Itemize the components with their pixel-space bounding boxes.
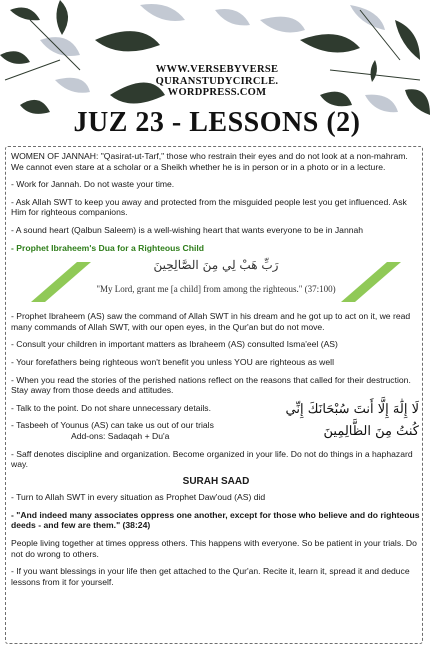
- lesson-ibraheem-dua-heading: - Prophet Ibraheem's Dua for a Righteous Child: [11, 242, 205, 253]
- page-title: JUZ 23 - LESSONS (2): [73, 107, 361, 138]
- lesson-tasbeeh-younus: - Tasbeeh of Younus (AS) can take us out of our trials: [11, 420, 214, 431]
- lesson-consult-children: - Consult your children in important matters as Ibraheem (AS) consulted Isma'eel (AS): [11, 339, 338, 350]
- dua-banner: [11, 260, 421, 304]
- younus-arabic-line-2: كُنتُ مِنَ الظَّالِمِينَ: [323, 423, 419, 439]
- lesson-add-ons: Add-ons: Sadaqah + Du'a: [71, 430, 170, 441]
- site-line-1: WWW.VERSEBYVERSE: [155, 64, 279, 75]
- lesson-blessings-quran: - If you want blessings in your life then get attached to the Qur'an. Recite it, learn it, spread it and deduce lessons from it for yourself.: [11, 566, 410, 587]
- website-address[interactable]: [0, 64, 434, 99]
- dua-arabic-text: رَبِّ هَبْ لِي مِنَ الصَّالِحِينَ: [153, 258, 279, 273]
- lesson-women-of-jannah: WOMEN OF JANNAH: "Qasirat-ut-Tarf," those who restrain their eyes and do not look at a non-mahram. We cannot even stare at a scholar or a Sheikh whether he is in person or in a photo or in a lecture.: [11, 151, 408, 172]
- lesson-talk-to-point: - Talk to the point. Do not share unnecessary details.: [11, 402, 211, 413]
- lesson-ibraheem-dream: - Prophet Ibraheem (AS) saw the command of Allah SWT in his dream and he got up to act on it, we read many commands of Allah SWT, with our open eyes, in the Qur'an but do not move.: [11, 311, 411, 332]
- lesson-righteous-companions: - Ask Allah SWT to keep you away and protected from the misguided people lest you get influenced. Ask Him for righteous companions.: [11, 196, 407, 218]
- surah-saad-heading: SURAH SAAD: [182, 475, 250, 487]
- lesson-people-living-together: People living together at times oppress others. This happens with everyone. So be patient in your trials. Do not do wrong to others.: [11, 538, 417, 559]
- lesson-perished-nations: - When you read the stories of the perished nations reflect on the reasons that called for their destruction. Stay away from those deeds and attitudes.: [11, 374, 411, 396]
- lesson-sound-heart: - A sound heart (Qalbun Saleem) is a well-wishing heart that wants everyone to be in Jannah: [11, 224, 364, 235]
- site-line-3: WORDPRESS.COM: [167, 87, 267, 98]
- site-line-2: QURANSTUDYCIRCLE.: [155, 75, 279, 87]
- dua-translation: "My Lord, grant me [a child] from among the righteous." (37:100): [96, 284, 336, 295]
- lesson-work-for-jannah: - Work for Jannah. Do not waste your time.: [11, 179, 175, 190]
- lesson-turn-to-allah: - Turn to Allah SWT in every situation as Prophet Daw'oud (AS) did: [11, 492, 266, 503]
- younus-section: [11, 403, 421, 442]
- younus-arabic-line-1: لَا إِلَٰهَ إِلَّا أَنتَ سُبْحَانَكَ إِنِّي: [285, 401, 419, 417]
- younus-arabic: [259, 399, 419, 443]
- lesson-saff-discipline: - Saff denotes discipline and organization. Become organized in your life. Do not do things in a haphazard way.: [11, 448, 413, 470]
- lessons-content: [11, 151, 421, 594]
- lesson-associates-verse: - "And indeed many associates oppress one another, except for those who believe and do righteous deeds - and few are them." (38:24): [11, 509, 420, 531]
- lesson-forefathers: - Your forefathers being righteous won't benefit you unless YOU are righteous as well: [11, 356, 334, 367]
